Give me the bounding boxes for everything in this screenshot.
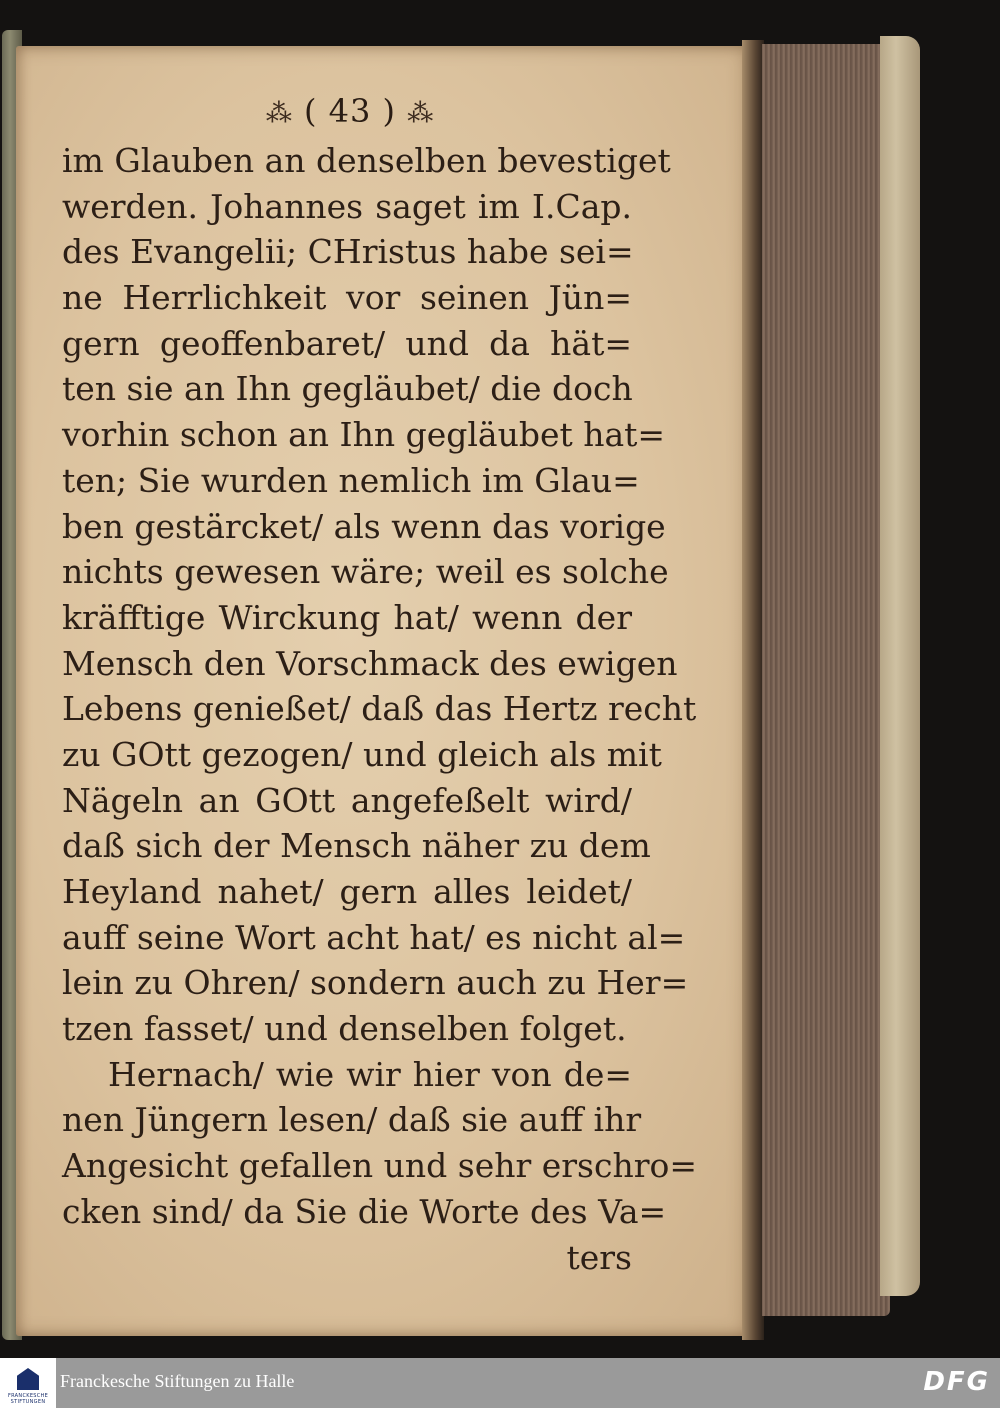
text-line: Heyland nahet/ gern alles leidet/ [62,872,632,911]
text-line: kräfftige Wirckung hat/ wenn der [62,597,632,637]
text-line: ne Herrlichkeit vor seinen Jün= [62,278,632,318]
text-line: des Evangelii; CHristus habe sei= [62,232,634,272]
text-line: werden. Johannes saget im I.Cap. [62,186,632,226]
text-line: gern geoffenbaret/ und da hät= [62,323,632,363]
text-line: lein zu Ohren/ sondern auch zu Her= [62,963,689,1003]
text-line: im Glauben an denselben bevestiget [62,141,671,180]
ornament-left-icon: ⁂ [265,99,293,129]
text-line: daß sich der Mensch näher zu dem [62,826,651,866]
page-edges [762,44,890,1316]
institution-name[interactable]: Franckesche Stiftungen zu Halle [60,1371,295,1391]
institution-logo[interactable] [0,1358,56,1408]
text-line: nichts gewesen wäre; weil es solche [62,552,669,592]
text-line: vorhin schon an Ihn gegläubet hat= [62,415,666,455]
building-icon [17,1368,39,1390]
footer-bar [0,1358,1000,1408]
text-line: tzen fasset/ und denselben folget. [62,1009,627,1049]
text-line: ten sie an Ihn gegläubet/ die doch [62,369,633,409]
text-line: Mensch den Vorschmack des ewigen [62,643,678,683]
logo-text: FRANCKESCHE STIFTUNGEN [7,1393,49,1405]
text-line: Nägeln an GOtt angefeßelt wird/ [62,780,632,820]
catchword: ters [566,1237,632,1277]
page-header [220,92,480,130]
dfg-logo[interactable]: DFG [923,1367,990,1397]
ornament-right-icon: ⁂ [407,99,435,129]
page-gutter [742,40,764,1340]
text-line: zu GOtt gezogen/ und gleich als mit [62,734,662,774]
text-line: auff seine Wort acht hat/ es nicht al= [62,917,686,957]
text-line: ben gestärcket/ als wenn das vorige [62,506,666,546]
page-number: ( 43 ) [303,92,397,130]
text-line: cken sind/ da Sie die Worte des Va= [62,1191,667,1231]
text-line: Hernach/ wie wir hier von de= [108,1054,632,1094]
text-line: Lebens genießet/ daß das Hertz recht [62,689,697,729]
text-line: Angesicht gefallen und sehr erschro= [62,1146,698,1186]
text-line: nen Jüngern lesen/ daß sie auff ihr [62,1100,642,1140]
page-body-text [62,138,698,1280]
text-line: ten; Sie wurden nemlich im Glau= [62,460,640,500]
book-cover-right [880,36,920,1296]
